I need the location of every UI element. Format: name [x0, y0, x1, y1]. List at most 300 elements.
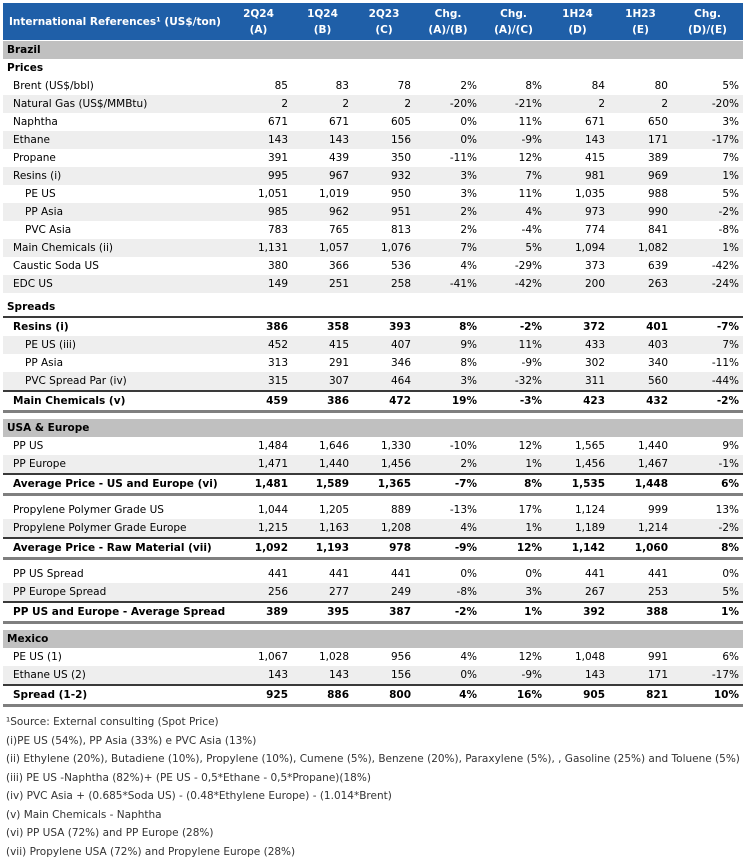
value-cell: 407 — [353, 336, 415, 354]
row-label: Propylene Polymer Grade US — [3, 501, 225, 519]
value-cell: 8% — [481, 77, 546, 95]
value-cell: 258 — [353, 275, 415, 293]
row-label: EDC US — [3, 275, 225, 293]
value-cell: 1,214 — [609, 519, 672, 538]
column-header: Chg. (D)/(E) — [672, 3, 743, 41]
footnote-line: (vii) Propylene USA (72%) and Propylene Europe (28%) — [6, 843, 743, 861]
value-cell: 2 — [546, 95, 609, 113]
value-cell: 9% — [415, 336, 481, 354]
value-cell: 774 — [546, 221, 609, 239]
value-cell: 302 — [546, 354, 609, 372]
row-label: Resins (i) — [3, 167, 225, 185]
value-cell: 8% — [415, 354, 481, 372]
value-cell: 560 — [609, 372, 672, 391]
value-cell: 4% — [415, 648, 481, 666]
value-cell: 8% — [672, 538, 743, 559]
table-row — [3, 113, 743, 131]
row-label: Spread (1-2) — [3, 685, 225, 706]
value-cell: 13% — [672, 501, 743, 519]
value-cell: 1,035 — [546, 185, 609, 203]
value-cell: 536 — [353, 257, 415, 275]
value-cell: 1,067 — [225, 648, 292, 666]
row-label: PVC Spread Par (iv) — [3, 372, 225, 391]
table-row — [3, 317, 743, 336]
value-cell: 392 — [546, 602, 609, 623]
value-cell: 10% — [672, 685, 743, 706]
value-cell: -9% — [481, 131, 546, 149]
value-cell: 11% — [481, 336, 546, 354]
value-cell: 1,456 — [353, 455, 415, 474]
value-cell: 78 — [353, 77, 415, 95]
value-cell: -17% — [672, 666, 743, 685]
value-cell: -42% — [481, 275, 546, 293]
value-cell: 171 — [609, 666, 672, 685]
table-row — [3, 602, 743, 623]
value-cell: 459 — [225, 391, 292, 412]
value-cell: -20% — [672, 95, 743, 113]
table-row — [3, 257, 743, 275]
value-cell: 1,208 — [353, 519, 415, 538]
value-cell: 7% — [672, 149, 743, 167]
value-cell: 395 — [292, 602, 353, 623]
value-cell: -11% — [415, 149, 481, 167]
value-cell: 1,448 — [609, 474, 672, 495]
column-header: 2Q23 (C) — [353, 3, 415, 41]
value-cell: -1% — [672, 455, 743, 474]
value-cell: 19% — [415, 391, 481, 412]
value-cell: 1% — [481, 519, 546, 538]
footnote-line: (iv) PVC Asia + (0.685*Soda US) - (0.48*Ethylene Europe) - (1.014*Brent) — [6, 787, 743, 806]
value-cell: 1% — [481, 602, 546, 623]
value-cell: 821 — [609, 685, 672, 706]
value-cell: 391 — [225, 149, 292, 167]
value-cell: 441 — [609, 565, 672, 583]
subsection-header-row — [3, 59, 743, 77]
value-cell: 8% — [415, 317, 481, 336]
section-header-row — [3, 419, 743, 438]
value-cell: 813 — [353, 221, 415, 239]
value-cell: 5% — [481, 239, 546, 257]
column-header: 2Q24 (A) — [225, 3, 292, 41]
value-cell: 1,142 — [546, 538, 609, 559]
table-row — [3, 336, 743, 354]
value-cell: 2% — [415, 77, 481, 95]
value-cell: 433 — [546, 336, 609, 354]
value-cell: 1,565 — [546, 437, 609, 455]
value-cell: 783 — [225, 221, 292, 239]
value-cell: 985 — [225, 203, 292, 221]
value-cell: 386 — [225, 317, 292, 336]
value-cell: 1,535 — [546, 474, 609, 495]
value-cell: 978 — [353, 538, 415, 559]
value-cell: 886 — [292, 685, 353, 706]
value-cell: 464 — [353, 372, 415, 391]
row-label: PP US — [3, 437, 225, 455]
value-cell: 0% — [415, 131, 481, 149]
value-cell: 1,481 — [225, 474, 292, 495]
value-cell: 311 — [546, 372, 609, 391]
value-cell: 143 — [292, 131, 353, 149]
footnote-line: (v) Main Chemicals - Naphtha — [6, 806, 743, 825]
value-cell: 143 — [225, 666, 292, 685]
value-cell: 969 — [609, 167, 672, 185]
value-cell: 5% — [672, 185, 743, 203]
value-cell: 671 — [292, 113, 353, 131]
value-cell: 5% — [672, 583, 743, 602]
footnote-line: (vi) PP USA (72%) and PP Europe (28%) — [6, 824, 743, 843]
value-cell: 991 — [609, 648, 672, 666]
spacer-row — [3, 623, 743, 630]
value-cell: 85 — [225, 77, 292, 95]
row-label: Natural Gas (US$/MMBtu) — [3, 95, 225, 113]
value-cell: 981 — [546, 167, 609, 185]
value-cell: 386 — [292, 391, 353, 412]
value-cell: 3% — [481, 583, 546, 602]
value-cell: 1% — [672, 167, 743, 185]
value-cell: 267 — [546, 583, 609, 602]
references-table-container — [3, 3, 743, 861]
value-cell: 956 — [353, 648, 415, 666]
table-row — [3, 666, 743, 685]
section-label: Brazil — [3, 41, 743, 60]
value-cell: 1,019 — [292, 185, 353, 203]
table-row — [3, 185, 743, 203]
value-cell: 307 — [292, 372, 353, 391]
value-cell: 999 — [609, 501, 672, 519]
row-label: PP Europe — [3, 455, 225, 474]
value-cell: 1,060 — [609, 538, 672, 559]
value-cell: 12% — [481, 149, 546, 167]
value-cell: -2% — [672, 391, 743, 412]
value-cell: 1,467 — [609, 455, 672, 474]
value-cell: 1,028 — [292, 648, 353, 666]
value-cell: 2 — [292, 95, 353, 113]
value-cell: 950 — [353, 185, 415, 203]
table-row — [3, 95, 743, 113]
value-cell: 1,589 — [292, 474, 353, 495]
value-cell: 1% — [672, 602, 743, 623]
value-cell: 7% — [415, 239, 481, 257]
table-row — [3, 648, 743, 666]
value-cell: -42% — [672, 257, 743, 275]
value-cell: 263 — [609, 275, 672, 293]
value-cell: 650 — [609, 113, 672, 131]
subsection-header-row — [3, 298, 743, 317]
table-row — [3, 131, 743, 149]
value-cell: 84 — [546, 77, 609, 95]
row-label: Ethane — [3, 131, 225, 149]
value-cell: 905 — [546, 685, 609, 706]
value-cell: 5% — [672, 77, 743, 95]
value-cell: 995 — [225, 167, 292, 185]
row-label: PE US (iii) — [3, 336, 225, 354]
value-cell: 373 — [546, 257, 609, 275]
row-label: Propylene Polymer Grade Europe — [3, 519, 225, 538]
value-cell: 143 — [546, 131, 609, 149]
value-cell: -7% — [672, 317, 743, 336]
value-cell: 9% — [672, 437, 743, 455]
section-label: Mexico — [3, 630, 743, 649]
value-cell: 962 — [292, 203, 353, 221]
section-header-row — [3, 630, 743, 649]
footnotes — [3, 713, 743, 861]
footnote-line: (i)PE US (54%), PP Asia (33%) e PVC Asia (13%) — [6, 732, 743, 751]
subsection-label: Spreads — [3, 298, 743, 317]
value-cell: 1,646 — [292, 437, 353, 455]
value-cell: 1,484 — [225, 437, 292, 455]
table-row — [3, 455, 743, 474]
value-cell: -2% — [481, 317, 546, 336]
value-cell: 12% — [481, 437, 546, 455]
value-cell: 12% — [481, 538, 546, 559]
value-cell: 2% — [415, 203, 481, 221]
row-label: Main Chemicals (v) — [3, 391, 225, 412]
value-cell: 4% — [481, 203, 546, 221]
value-cell: -29% — [481, 257, 546, 275]
value-cell: -24% — [672, 275, 743, 293]
value-cell: -17% — [672, 131, 743, 149]
value-cell: 358 — [292, 317, 353, 336]
value-cell: 1,330 — [353, 437, 415, 455]
value-cell: 249 — [353, 583, 415, 602]
value-cell: 156 — [353, 131, 415, 149]
value-cell: 639 — [609, 257, 672, 275]
table-row — [3, 685, 743, 706]
value-cell: 1,094 — [546, 239, 609, 257]
value-cell: 932 — [353, 167, 415, 185]
table-row — [3, 239, 743, 257]
value-cell: 441 — [225, 565, 292, 583]
value-cell: 3% — [415, 167, 481, 185]
table-row — [3, 474, 743, 495]
value-cell: 156 — [353, 666, 415, 685]
row-label: Brent (US$/bbl) — [3, 77, 225, 95]
value-cell: 4% — [415, 257, 481, 275]
column-header: Chg. (A)/(C) — [481, 3, 546, 41]
value-cell: 415 — [546, 149, 609, 167]
value-cell: 1,051 — [225, 185, 292, 203]
value-cell: 380 — [225, 257, 292, 275]
row-label: PE US — [3, 185, 225, 203]
value-cell: 143 — [292, 666, 353, 685]
value-cell: 990 — [609, 203, 672, 221]
value-cell: 1,082 — [609, 239, 672, 257]
table-body — [3, 41, 743, 706]
value-cell: 149 — [225, 275, 292, 293]
value-cell: 1,163 — [292, 519, 353, 538]
value-cell: 1,365 — [353, 474, 415, 495]
table-row — [3, 501, 743, 519]
table-row — [3, 583, 743, 602]
value-cell: 967 — [292, 167, 353, 185]
international-references-table — [3, 3, 743, 707]
value-cell: -4% — [481, 221, 546, 239]
value-cell: 1,193 — [292, 538, 353, 559]
value-cell: 841 — [609, 221, 672, 239]
table-header-row — [3, 3, 743, 41]
value-cell: 671 — [546, 113, 609, 131]
value-cell: -2% — [672, 519, 743, 538]
row-label: Average Price - Raw Material (vii) — [3, 538, 225, 559]
table-row — [3, 437, 743, 455]
value-cell: 393 — [353, 317, 415, 336]
spacer-row — [3, 412, 743, 419]
section-header-row — [3, 41, 743, 60]
value-cell: 4% — [415, 685, 481, 706]
column-header: 1Q24 (B) — [292, 3, 353, 41]
value-cell: 6% — [672, 474, 743, 495]
value-cell: 1,076 — [353, 239, 415, 257]
row-label: Main Chemicals (ii) — [3, 239, 225, 257]
value-cell: 171 — [609, 131, 672, 149]
value-cell: 7% — [481, 167, 546, 185]
value-cell: 200 — [546, 275, 609, 293]
value-cell: 973 — [546, 203, 609, 221]
value-cell: 951 — [353, 203, 415, 221]
value-cell: 1,057 — [292, 239, 353, 257]
value-cell: 6% — [672, 648, 743, 666]
value-cell: 3% — [415, 372, 481, 391]
value-cell: 0% — [415, 666, 481, 685]
row-label: PP Europe Spread — [3, 583, 225, 602]
table-row — [3, 354, 743, 372]
value-cell: 1,456 — [546, 455, 609, 474]
value-cell: 346 — [353, 354, 415, 372]
value-cell: 11% — [481, 113, 546, 131]
value-cell: 1,092 — [225, 538, 292, 559]
value-cell: 387 — [353, 602, 415, 623]
value-cell: 16% — [481, 685, 546, 706]
value-cell: 253 — [609, 583, 672, 602]
value-cell: 2% — [415, 455, 481, 474]
value-cell: 0% — [415, 565, 481, 583]
subsection-label: Prices — [3, 59, 743, 77]
value-cell: 340 — [609, 354, 672, 372]
value-cell: -8% — [415, 583, 481, 602]
value-cell: 800 — [353, 685, 415, 706]
value-cell: 7% — [672, 336, 743, 354]
row-label: Ethane US (2) — [3, 666, 225, 685]
value-cell: 389 — [609, 149, 672, 167]
value-cell: 372 — [546, 317, 609, 336]
value-cell: 432 — [609, 391, 672, 412]
value-cell: 452 — [225, 336, 292, 354]
value-cell: 0% — [672, 565, 743, 583]
value-cell: -21% — [481, 95, 546, 113]
value-cell: 2 — [225, 95, 292, 113]
value-cell: 1,124 — [546, 501, 609, 519]
value-cell: 277 — [292, 583, 353, 602]
value-cell: 12% — [481, 648, 546, 666]
value-cell: 1,048 — [546, 648, 609, 666]
value-cell: 17% — [481, 501, 546, 519]
value-cell: 291 — [292, 354, 353, 372]
table-row — [3, 538, 743, 559]
value-cell: 889 — [353, 501, 415, 519]
value-cell: -9% — [415, 538, 481, 559]
value-cell: -7% — [415, 474, 481, 495]
column-header: Chg. (A)/(B) — [415, 3, 481, 41]
row-label: Resins (i) — [3, 317, 225, 336]
value-cell: -13% — [415, 501, 481, 519]
value-cell: 671 — [225, 113, 292, 131]
value-cell: -41% — [415, 275, 481, 293]
value-cell: -2% — [415, 602, 481, 623]
value-cell: 441 — [292, 565, 353, 583]
value-cell: 3% — [672, 113, 743, 131]
row-label: Propane — [3, 149, 225, 167]
table-row — [3, 149, 743, 167]
value-cell: 388 — [609, 602, 672, 623]
value-cell: 401 — [609, 317, 672, 336]
table-row — [3, 221, 743, 239]
value-cell: -3% — [481, 391, 546, 412]
value-cell: 3% — [415, 185, 481, 203]
value-cell: 441 — [353, 565, 415, 583]
value-cell: 2% — [415, 221, 481, 239]
value-cell: 350 — [353, 149, 415, 167]
value-cell: 1% — [481, 455, 546, 474]
footnote-line: (ii) Ethylene (20%), Butadiene (10%), Propylene (10%), Cumene (5%), Benzene (20%), Paraxylene (5%), , Gasoline (25%) and Toluene (5%) — [6, 750, 743, 769]
value-cell: 1,205 — [292, 501, 353, 519]
row-label: Average Price - US and Europe (vi) — [3, 474, 225, 495]
value-cell: 315 — [225, 372, 292, 391]
row-label: PP Asia — [3, 203, 225, 221]
value-cell: -9% — [481, 666, 546, 685]
value-cell: 1,440 — [609, 437, 672, 455]
table-title: International References¹ (US$/ton) — [3, 3, 225, 41]
table-row — [3, 203, 743, 221]
value-cell: 1,131 — [225, 239, 292, 257]
value-cell: -32% — [481, 372, 546, 391]
value-cell: 251 — [292, 275, 353, 293]
value-cell: 988 — [609, 185, 672, 203]
table-row — [3, 167, 743, 185]
value-cell: 423 — [546, 391, 609, 412]
value-cell: 2 — [609, 95, 672, 113]
value-cell: 1,189 — [546, 519, 609, 538]
value-cell: 1,044 — [225, 501, 292, 519]
value-cell: -9% — [481, 354, 546, 372]
value-cell: 1,440 — [292, 455, 353, 474]
value-cell: 366 — [292, 257, 353, 275]
value-cell: 0% — [481, 565, 546, 583]
column-header: 1H23 (E) — [609, 3, 672, 41]
table-row — [3, 391, 743, 412]
section-label: USA & Europe — [3, 419, 743, 438]
footnote-line: (iii) PE US -Naphtha (82%)+ (PE US - 0,5*Ethane - 0,5*Propane)(18%) — [6, 769, 743, 788]
row-label: PP US Spread — [3, 565, 225, 583]
value-cell: 403 — [609, 336, 672, 354]
table-row — [3, 275, 743, 293]
value-cell: 2 — [353, 95, 415, 113]
value-cell: 83 — [292, 77, 353, 95]
row-label: PP US and Europe - Average Spread — [3, 602, 225, 623]
table-row — [3, 519, 743, 538]
value-cell: 1% — [672, 239, 743, 257]
value-cell: 415 — [292, 336, 353, 354]
value-cell: 1,471 — [225, 455, 292, 474]
value-cell: 0% — [415, 113, 481, 131]
value-cell: -44% — [672, 372, 743, 391]
value-cell: -2% — [672, 203, 743, 221]
value-cell: 765 — [292, 221, 353, 239]
row-label: PVC Asia — [3, 221, 225, 239]
value-cell: 4% — [415, 519, 481, 538]
value-cell: -10% — [415, 437, 481, 455]
value-cell: 441 — [546, 565, 609, 583]
table-row — [3, 565, 743, 583]
